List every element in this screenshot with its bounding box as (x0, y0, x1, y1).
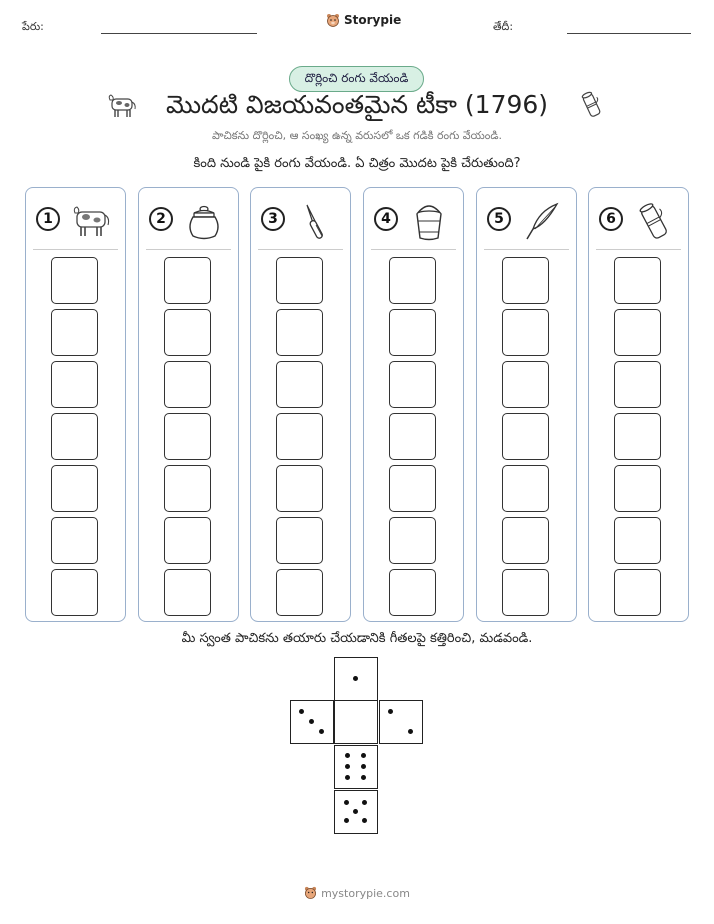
color-box[interactable] (614, 413, 661, 460)
color-box[interactable] (51, 257, 98, 304)
color-box[interactable] (614, 257, 661, 304)
dice-pip (344, 818, 349, 823)
color-box[interactable] (502, 413, 549, 460)
dice-face (334, 657, 378, 701)
dice-column (250, 187, 351, 622)
color-box[interactable] (614, 309, 661, 356)
color-box[interactable] (502, 309, 549, 356)
footer-url[interactable]: mystorypie.com (321, 887, 410, 900)
dice-pip (362, 818, 367, 823)
cow-icon (68, 199, 114, 245)
color-box[interactable] (389, 257, 436, 304)
bear-logo-icon (304, 886, 317, 899)
dice-pip (388, 709, 393, 714)
dice-face (334, 790, 378, 834)
dice-pip (309, 719, 314, 724)
color-box[interactable] (51, 569, 98, 616)
color-box[interactable] (389, 309, 436, 356)
column-number: 2 (149, 207, 173, 231)
scroll-icon (579, 90, 605, 122)
dice-column (363, 187, 464, 622)
dice-pip (353, 809, 358, 814)
brand-name: Storypie (344, 13, 402, 27)
column-divider (258, 249, 343, 250)
color-box[interactable] (389, 361, 436, 408)
column-divider (33, 249, 118, 250)
color-box[interactable] (164, 413, 211, 460)
instruction-text: కింది నుండి పైకి రంగు వేయండి. ఏ చిత్రం మొదట పైకి చేరుతుంది? (193, 156, 521, 171)
dice-column (588, 187, 689, 622)
column-number: 4 (374, 207, 398, 231)
column-number: 6 (599, 207, 623, 231)
activity-badge: దొర్లించి రంగు వేయండి (289, 66, 424, 92)
color-box[interactable] (389, 413, 436, 460)
color-box[interactable] (502, 517, 549, 564)
color-box[interactable] (51, 361, 98, 408)
color-box[interactable] (164, 517, 211, 564)
dice-column (476, 187, 577, 622)
column-divider (371, 249, 456, 250)
color-box[interactable] (502, 257, 549, 304)
color-box[interactable] (164, 309, 211, 356)
color-box[interactable] (276, 517, 323, 564)
dice-face (379, 700, 423, 744)
dice-pip (361, 764, 366, 769)
brand-logo (326, 13, 401, 27)
dice-column (138, 187, 239, 622)
lancet-icon (293, 199, 339, 245)
column-divider (146, 249, 231, 250)
color-box[interactable] (51, 465, 98, 512)
color-box[interactable] (389, 569, 436, 616)
column-number: 3 (261, 207, 285, 231)
color-box[interactable] (51, 309, 98, 356)
column-divider (484, 249, 569, 250)
column-divider (596, 249, 681, 250)
quill-icon (519, 199, 565, 245)
dice-face (334, 745, 378, 789)
color-box[interactable] (164, 569, 211, 616)
bear-logo-icon (326, 13, 340, 27)
color-box[interactable] (389, 517, 436, 564)
footer (0, 886, 714, 902)
color-box[interactable] (502, 569, 549, 616)
color-box[interactable] (51, 517, 98, 564)
color-box[interactable] (502, 361, 549, 408)
dice-pip (361, 753, 366, 758)
dice-instruction: మీ స్వంత పాచికను తయారు చేయడానికి గీతలపై కత్తిరించి, మడవండి. (181, 631, 533, 646)
color-box[interactable] (164, 257, 211, 304)
dice-face (334, 700, 378, 744)
color-box[interactable] (276, 413, 323, 460)
column-number: 5 (487, 207, 511, 231)
dice-pip (319, 729, 324, 734)
column-number: 1 (36, 207, 60, 231)
color-box[interactable] (276, 361, 323, 408)
dice-pip (344, 800, 349, 805)
dice-pip (299, 709, 304, 714)
subtitle: పాచికను దొర్లించి, ఆ సంఖ్య ఉన్న వరుసలో ఒక గడికి రంగు వేయండి. (212, 129, 502, 142)
dice-pip (362, 800, 367, 805)
dice-pip (345, 775, 350, 780)
color-box[interactable] (51, 413, 98, 460)
date-label: తేదీ: (493, 20, 514, 33)
color-box[interactable] (614, 361, 661, 408)
color-box[interactable] (614, 569, 661, 616)
dice-pip (345, 753, 350, 758)
color-box[interactable] (614, 517, 661, 564)
name-line[interactable] (101, 33, 257, 34)
dice-pip (353, 676, 358, 681)
date-line[interactable] (567, 33, 691, 34)
dice-face (290, 700, 334, 744)
dice-pip (361, 775, 366, 780)
color-box[interactable] (614, 465, 661, 512)
color-box[interactable] (276, 465, 323, 512)
color-box[interactable] (276, 569, 323, 616)
dice-column (25, 187, 126, 622)
page-title: మొదటి విజయవంతమైన టీకా (1796) (165, 90, 549, 119)
scroll-icon (631, 199, 677, 245)
color-box[interactable] (502, 465, 549, 512)
color-box[interactable] (389, 465, 436, 512)
color-box[interactable] (276, 309, 323, 356)
color-box[interactable] (164, 465, 211, 512)
name-label: పేరు: (22, 20, 44, 33)
jar-icon (181, 199, 227, 245)
dice-pip (345, 764, 350, 769)
color-box[interactable] (164, 361, 211, 408)
dice-pip (408, 729, 413, 734)
bucket-icon (406, 199, 452, 245)
color-box[interactable] (276, 257, 323, 304)
